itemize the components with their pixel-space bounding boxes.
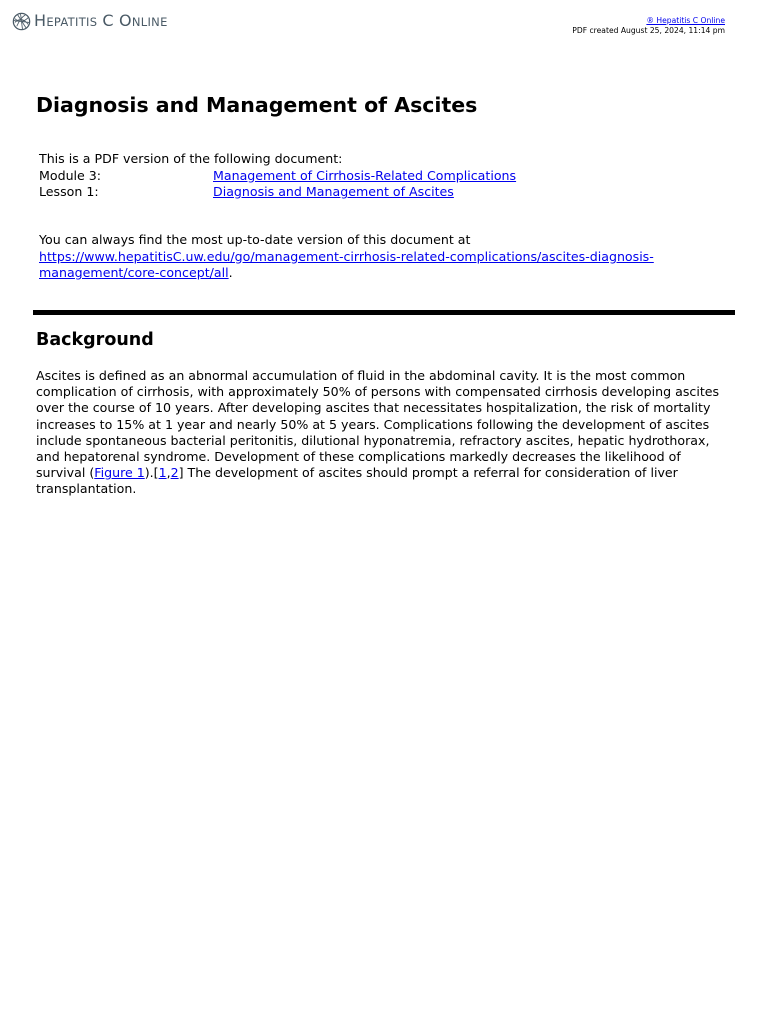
background-heading: Background bbox=[36, 330, 154, 350]
reference-1-link[interactable]: 1 bbox=[158, 465, 167, 481]
figure-1-link[interactable]: Figure 1 bbox=[94, 465, 145, 481]
module-label: Module 3: bbox=[39, 167, 102, 183]
lesson-label: Lesson 1: bbox=[39, 184, 99, 199]
version-url-line-2: management/core-concept/all. bbox=[39, 265, 233, 281]
lesson-row bbox=[39, 184, 516, 201]
module-row bbox=[39, 168, 516, 185]
doc-info-intro: This is a PDF version of the following document: bbox=[39, 151, 343, 166]
version-url-line-1 bbox=[39, 249, 729, 266]
page-title: Diagnosis and Management of Ascites bbox=[36, 93, 478, 117]
pdf-created-date: PDF created August 25, 2024, 11:14 pm bbox=[572, 26, 725, 35]
globe-mesh-icon bbox=[12, 12, 31, 31]
section-divider bbox=[33, 310, 735, 315]
version-note-text: You can always find the most up-to-date version of this document at bbox=[39, 232, 471, 247]
header-meta bbox=[572, 16, 725, 36]
background-paragraph: Ascites is defined as an abnormal accumulation of fluid in the abdominal cavity. It is the most common complication of cirrhosis, with approximately 50% of persons with compensated cirrhosis developing ascites over the course of 10 years. After developing ascites that necessitates hospitalization, the risk of mortality increases to 15% at 1 year and nearly 50% at 5 years. Complications following the development of ascites include spontaneous bacterial peritonitis, dilutional hyponatremia, refractory ascites, hepatic hydrothorax, and hepatorenal syndrome. Development of these complications markedly decreases the likelihood of survival (Figure 1).[1,2] The development of ascites should prompt a referral for consideration of liver transplantation. bbox=[36, 368, 720, 497]
reference-2-link[interactable]: 2 bbox=[170, 465, 179, 481]
logo-wordmark: HEPATITIS C ONLINE bbox=[34, 11, 168, 30]
lesson-link[interactable]: Diagnosis and Management of Ascites bbox=[213, 184, 454, 199]
site-logo[interactable] bbox=[12, 11, 168, 32]
version-url-link-continued[interactable]: management/core-concept/all bbox=[39, 265, 229, 281]
version-url-link[interactable]: https://www.hepatitisC.uw.edu/go/management-cirrhosis-related-complications/ascites-diagnosis- bbox=[39, 248, 654, 264]
version-note bbox=[39, 232, 729, 282]
module-link[interactable]: Management of Cirrhosis-Related Complications bbox=[213, 167, 517, 183]
document-info bbox=[39, 151, 516, 201]
copyright-link[interactable]: ® Hepatitis C Online bbox=[646, 16, 725, 25]
